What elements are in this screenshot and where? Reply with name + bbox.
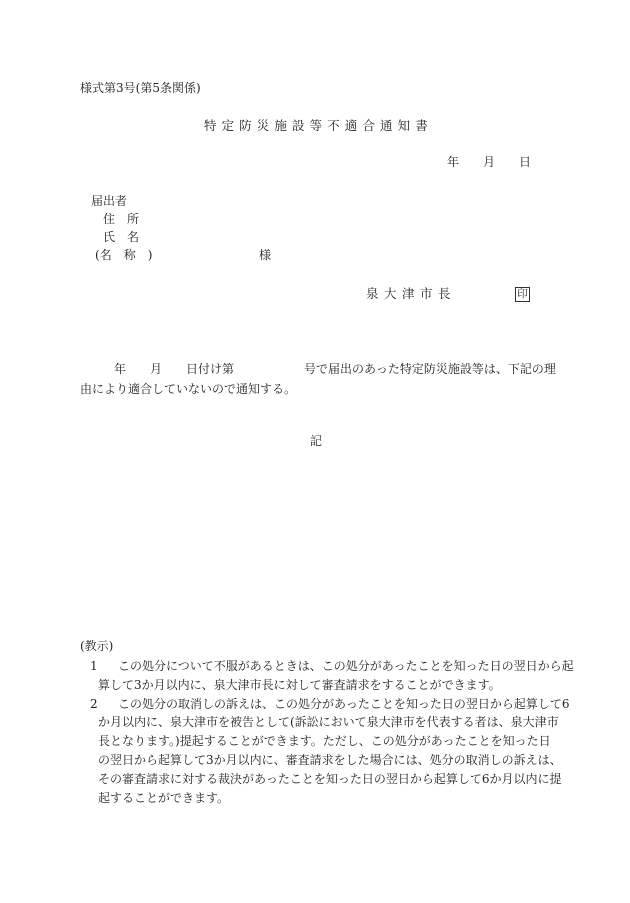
instruction-number: 2 <box>90 696 98 711</box>
instruction-number: 1 <box>90 659 98 673</box>
honorific: 様 <box>259 248 272 262</box>
instruction-item: 2 この処分の取消しの訴えは、この処分があったことを知った日の翌日から起算して6 か月以内に、泉大津市を被告として(訴訟において泉大津市を代表する者は、泉大津市 長となります。)提起することができます。ただし、この処分があったことを知った日 の翌日から起算して3か月以内に、審査請求をした場合には、処分の取消しの訴えは、 その審査請求に対する裁決があったことを知った日の翌日から起算して6か月以内に提 起することができます。 <box>90 696 570 805</box>
instructions-list <box>80 657 574 807</box>
notifier-label: 届出者 <box>91 194 128 208</box>
ki-heading: 記 <box>310 434 323 448</box>
paragraph-line-2: 由により適合していないので通知する。 <box>80 382 297 396</box>
issuer-name: 泉大津市長 <box>366 286 457 301</box>
corporate-name-label: (名称) <box>95 248 153 262</box>
date-line <box>447 156 531 168</box>
date-month: 月 <box>483 155 496 169</box>
date-day: 日 <box>519 155 532 169</box>
address-label: 住所 <box>103 212 152 226</box>
document-title: 特定防災施設等不適合通知書 <box>204 118 433 133</box>
form-number: 様式第3号(第5条関係) <box>80 81 201 95</box>
seal-mark: 印 <box>515 287 530 302</box>
paragraph-line-1: 年 月 日付け第 号で届出のあった特定防災施設等は、下記の理 <box>114 362 556 376</box>
name-label: 氏名 <box>103 230 152 244</box>
date-year: 年 <box>447 155 460 169</box>
instructions-heading: (教示) <box>80 639 114 653</box>
notification-paragraph <box>80 359 556 399</box>
instruction-item: 1 この処分について不服があるときは、この処分があったことを知った日の翌日から起 算して3か月以内に、泉大津市長に対して審査請求をすることができます。 <box>90 659 574 692</box>
